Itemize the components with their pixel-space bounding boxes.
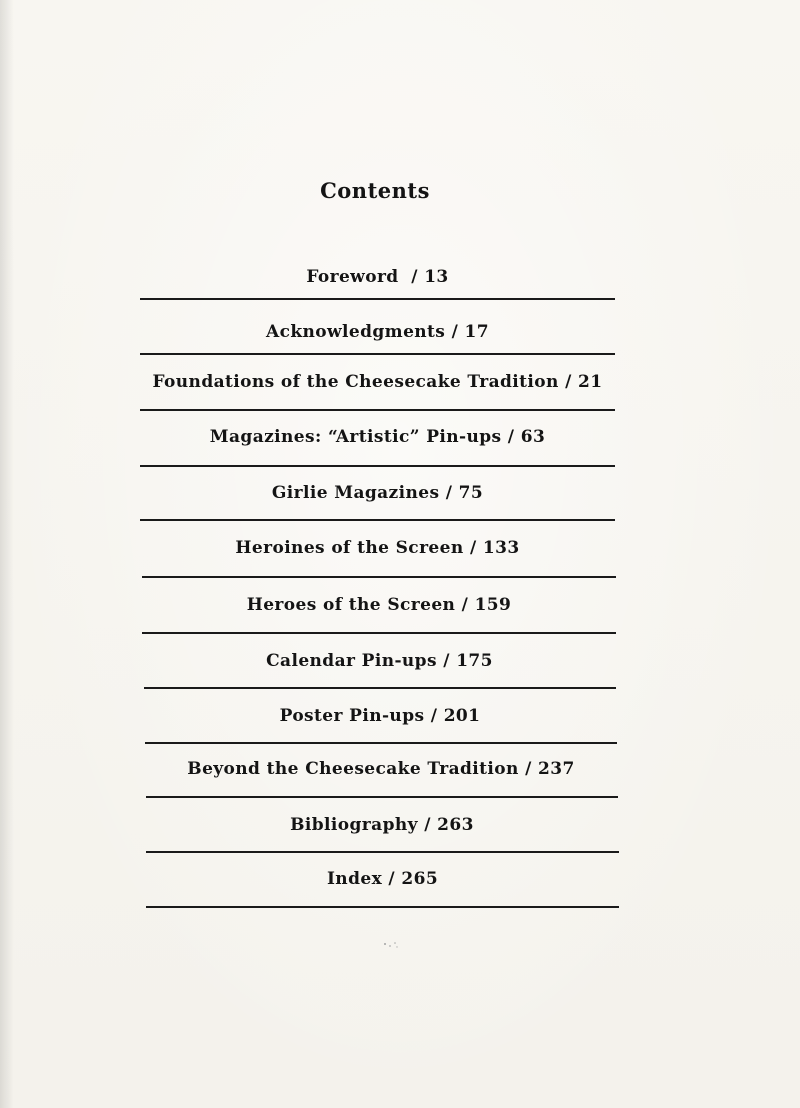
toc-entry-title: Foreword xyxy=(306,267,399,287)
toc-entry-page-number: 21 xyxy=(578,372,603,392)
toc-entry-page-number: 133 xyxy=(482,538,520,558)
toc-entry-title: Bibliography xyxy=(290,815,418,835)
toc-entry-title: Magazines: “Artistic” Pin-ups xyxy=(209,427,502,447)
toc-entry-foundations xyxy=(140,371,615,393)
toc-entry-index xyxy=(146,868,619,890)
toc-entry-page-number: 63 xyxy=(520,427,546,447)
toc-rule xyxy=(146,851,619,853)
toc-entry-separator: / xyxy=(501,427,521,447)
toc-entry-title: Index xyxy=(326,869,383,889)
toc-entry-page-number: 17 xyxy=(464,322,489,342)
toc-entry-girlie-magazines xyxy=(140,482,615,504)
paper-blemish xyxy=(382,940,400,950)
toc-entry-title: Acknowledgments xyxy=(265,322,446,342)
toc-entry-beyond xyxy=(145,758,617,780)
toc-entry-separator: / xyxy=(445,322,465,342)
toc-entry-title: Heroines of the Screen xyxy=(235,538,464,558)
toc-entry-magazines-artistic xyxy=(140,426,615,448)
toc-rule xyxy=(146,906,619,908)
toc-rule xyxy=(140,465,615,467)
page-title: Contents xyxy=(320,178,430,203)
toc-rule xyxy=(142,632,616,634)
toc-rule xyxy=(142,576,616,578)
toc-entry-title: Calendar Pin-ups xyxy=(266,651,437,671)
toc-rule xyxy=(144,687,616,689)
toc-entry-foreword xyxy=(140,266,615,288)
toc-rule xyxy=(140,519,615,521)
toc-entry-page-number: 159 xyxy=(474,595,512,615)
toc-rule xyxy=(140,353,615,355)
toc-rule xyxy=(146,796,618,798)
toc-entry-separator: / xyxy=(439,483,459,503)
toc-entry-separator: / xyxy=(436,651,457,671)
toc-entry-page-number: 263 xyxy=(437,815,474,835)
toc-entry-separator: / xyxy=(417,815,438,835)
toc-entry-acknowledgments xyxy=(140,321,615,343)
toc-entry-heroes xyxy=(142,594,616,616)
toc-entry-poster-pinups xyxy=(144,705,616,727)
toc-entry-title: Beyond the Cheesecake Tradition xyxy=(187,759,519,779)
toc-entry-separator: / xyxy=(463,538,483,558)
toc-entry-title: Girlie Magazines xyxy=(271,483,440,503)
toc-entry-title: Foundations of the Cheesecake Tradition xyxy=(152,372,559,392)
toc-entry-bibliography xyxy=(146,814,618,836)
blemish-mark-icon xyxy=(382,940,400,950)
toc-entry-heroines xyxy=(140,537,615,559)
toc-entry-page-number: 175 xyxy=(456,651,493,671)
toc-entry-page-number: 201 xyxy=(443,706,481,726)
toc-entry-separator: / xyxy=(424,706,444,726)
toc-entry-separator: / xyxy=(398,267,425,287)
toc-entry-page-number: 13 xyxy=(424,267,449,287)
toc-entry-page-number: 265 xyxy=(401,869,439,889)
toc-entry-separator: / xyxy=(382,869,402,889)
toc-entry-separator: / xyxy=(455,595,475,615)
toc-rule xyxy=(145,742,617,744)
toc-entry-separator: / xyxy=(518,759,538,779)
toc-entry-title: Heroes of the Screen xyxy=(246,595,456,615)
toc-rule xyxy=(140,409,615,411)
toc-entry-separator: / xyxy=(558,372,579,392)
toc-rule xyxy=(140,298,615,300)
toc-entry-title: Poster Pin-ups xyxy=(279,706,425,726)
toc-entry-calendar-pinups xyxy=(143,650,616,672)
toc-entry-page-number: 237 xyxy=(538,759,575,779)
toc-entry-page-number: 75 xyxy=(458,483,484,503)
